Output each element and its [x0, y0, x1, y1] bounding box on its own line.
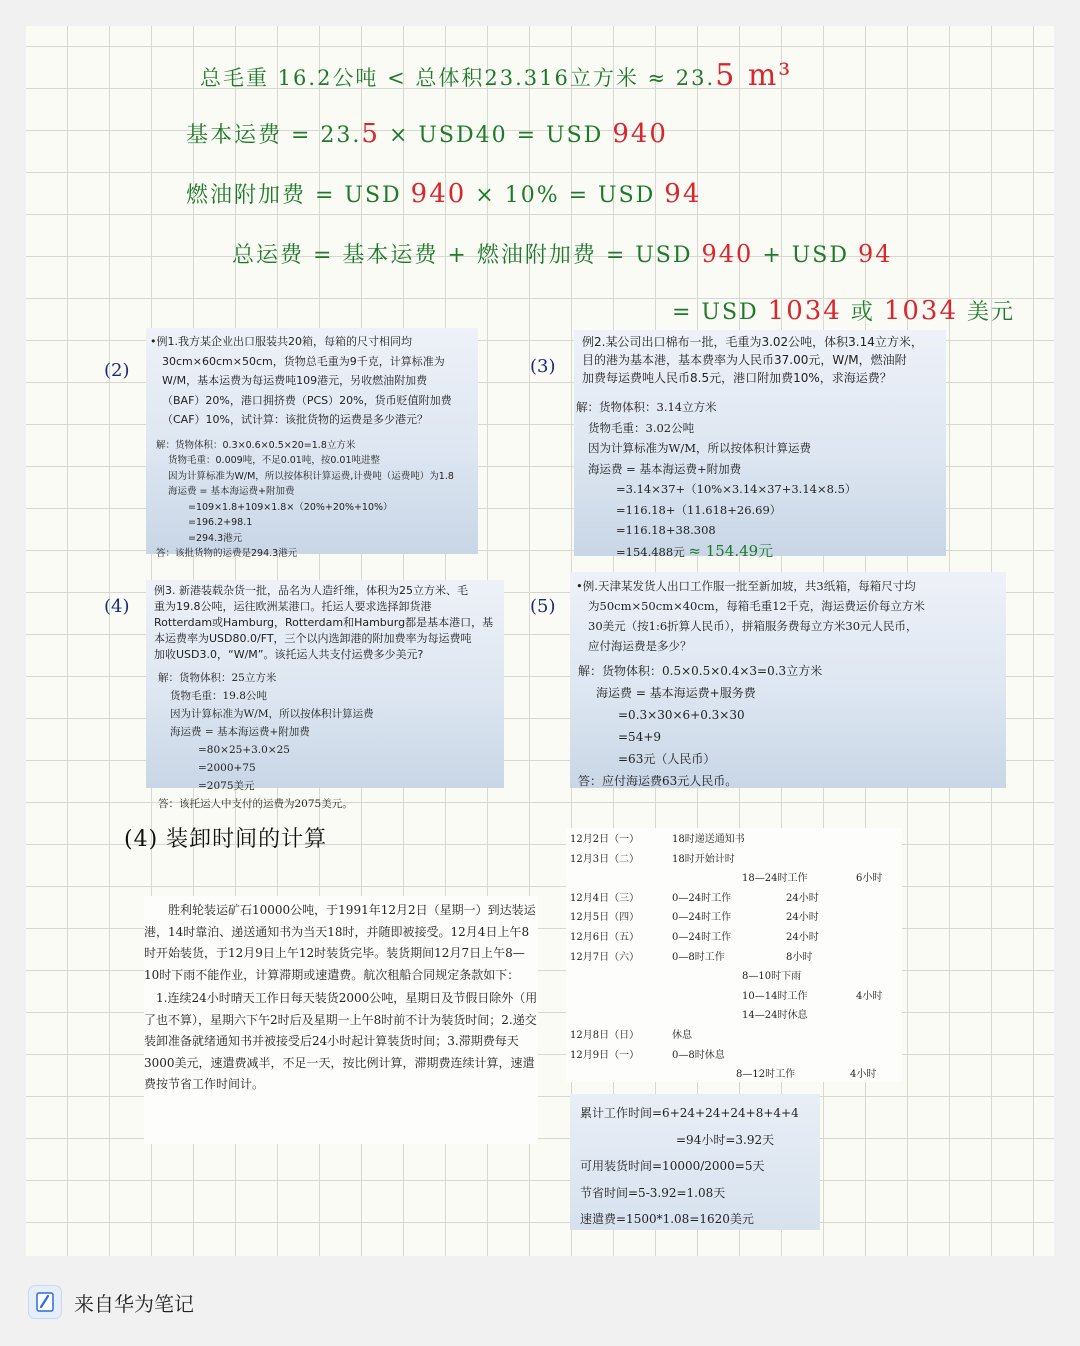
timeline-event: 10—14时工作 — [742, 990, 808, 1002]
summary-line: 速遣费=1500*1.08=1620美元 — [580, 1212, 754, 1226]
hw-text: 燃油附加费 = USD — [186, 183, 411, 208]
ex4-answer-line: =0.3×30×6+0.3×30 — [618, 708, 745, 722]
timeline-hours: 4小时 — [850, 1069, 877, 1081]
timeline-date: 12月7日（六） — [570, 951, 640, 963]
ex3-answer-line: 答：该托运人中支付的运费为2075美元。 — [158, 798, 353, 810]
ex1-answer-line: 海运费 = 基本海运费+附加费 — [168, 486, 295, 497]
timeline-date: 12月5日（四） — [570, 912, 640, 924]
ex1-answer-line: 货物毛重：0.009吨，不足0.01吨，按0.01吨进整 — [168, 455, 381, 466]
ex4-answer-line: =63元（人民币） — [618, 752, 716, 766]
timeline-hours: 8小时 — [786, 951, 813, 963]
timeline-row — [566, 987, 902, 1007]
timeline-event: 0—24时工作 — [672, 912, 732, 924]
ex3-answer-line: 货物毛重：19.8公吨 — [170, 690, 267, 702]
hw-text: 总毛重 16.2公吨 < 总体积23.316立方米 ≈ 23. — [200, 66, 716, 90]
footer-label: 来自华为笔记 — [74, 1291, 194, 1316]
ex3-question-line: 本运费率为USD80.0/FT，三个以内选卸港的附加费率为每运费吨 — [154, 632, 472, 645]
ex3-answer-line: =2075美元 — [198, 780, 255, 792]
hw-red-text: 1034 — [767, 296, 842, 326]
timeline-event: 休息 — [672, 1030, 692, 1041]
timeline-row — [566, 967, 902, 987]
ex4-answer-line: 解：货物体积：0.5×0.5×0.4×3=0.3立方米 — [578, 664, 823, 678]
timeline-row — [566, 850, 902, 870]
ex3-question-line: 加收USD3.0，“W/M”。该托运人共支付运费多少美元? — [154, 648, 424, 661]
timeline-date: 12月9日（一） — [570, 1049, 640, 1061]
item-label-3: (3) — [530, 356, 556, 377]
ex2-answer-line: 因为计算标准为W/M，所以按体积计算运费 — [588, 441, 811, 455]
ex1-question-line: W/M，基本运费为每运费吨109港元，另收燃油附加费 — [162, 374, 428, 387]
timeline-row — [566, 908, 902, 928]
ex3-question-line: Rotterdam或Hamburg，Rotterdam和Hamburg都是基本港口，基 — [154, 616, 494, 629]
timeline-row — [566, 928, 902, 948]
hw-text: = USD — [672, 300, 768, 325]
timeline-event: 0—8时休息 — [672, 1049, 725, 1061]
hw-red-text: 5 m³ — [715, 58, 793, 93]
ex1-answer-line: 因为计算标准为W/M，所以按体积计算运费,计费吨（运费吨）为1.8 — [168, 470, 454, 482]
ex1-answer-line: 解：货物体积：0.3×0.6×0.5×20=1.8立方米 — [156, 439, 356, 451]
timeline-date: 12月8日（日） — [570, 1030, 640, 1041]
ex4-question-line: 为50cm×50cm×40cm，每箱毛重12千克，海运费运价每立方米 — [588, 599, 925, 613]
handwritten-line-2 — [186, 118, 668, 149]
hw-red-text: 940 — [410, 179, 467, 209]
timeline-hours: 4小时 — [856, 990, 883, 1002]
hw-text: × 10% = USD — [466, 183, 665, 208]
example-3-card — [146, 580, 504, 810]
timeline-row — [566, 1065, 902, 1085]
ex2-result: =154.488元 — [616, 544, 685, 559]
summary-card — [570, 1094, 820, 1230]
ex1-answer-line: =196.2+98.1 — [188, 517, 253, 528]
hw-text: 基本运费 = 23. — [186, 123, 362, 148]
ex1-answer-line: =294.3港元 — [188, 532, 243, 544]
ex3-question-line: 例3. 新港装载杂货一批，品名为人造纤维，体积为25立方米、毛 — [154, 584, 468, 597]
laytime-paragraph-1: 胜利轮装运矿石10000公吨，于1991年12月2日（星期一）到达装运港，14时靠泊、递送通知书为当天18时，并随即被接受。12月4日上午8时开始装货，于12月9日上午12时装货完毕。装货期间12月7日上午8—10时下雨不能作业，计算滞期或速遣费。航次租船合同规定条款如下： — [144, 903, 536, 982]
laytime-paragraph-2: 1.连续24小时晴天工作日每天装货2000公吨，星期日及节假日除外（用了也不算），星期六下午2时后及星期一上午8时前不计为装货时间；2.递交装卸准备就绪通知书并被接受后24小时起计算装货时间；3.滞期费每天3000美元，速遣费减半，不足一天，按比例计算，滞期费连续计算，速遣费按节省工作时间计。 — [144, 991, 538, 1091]
ex2-answer-line: 海运费 = 基本海运费+附加费 — [588, 461, 742, 476]
timeline-row — [566, 1006, 902, 1026]
footer-source[interactable] — [28, 1284, 194, 1320]
timeline-row — [566, 889, 902, 909]
ex2-answer-line: 货物毛重：3.02公吨 — [588, 420, 695, 435]
item-label-2: (2) — [104, 360, 130, 381]
ex4-question-line: 30美元（按1:6折算人民币），拼箱服务费每立方米30元人民币， — [588, 619, 918, 633]
timeline-event: 0—8时工作 — [672, 951, 725, 963]
summary-line: 节省时间=5-3.92=1.08天 — [580, 1185, 726, 1200]
timeline-date: 12月3日（二） — [570, 853, 640, 865]
timeline-date: 12月6日（五） — [570, 932, 640, 943]
ex2-answer-line: =116.18+38.308 — [616, 523, 716, 537]
ex2-handwritten-result: ≈ 154.49元 — [688, 541, 774, 560]
timeline-hours: 6小时 — [856, 873, 883, 885]
item-label-4: (4) — [104, 596, 130, 617]
timeline-event: 0—24时工作 — [672, 892, 732, 904]
ex4-answer-line: =54+9 — [618, 730, 662, 744]
ex4-question-line: 应付海运费是多少？ — [588, 639, 692, 653]
timeline-event: 18时开始计时 — [672, 853, 735, 865]
ex4-question-line: •例.天津某发货人出口工作服一批至新加坡，共3纸箱，每箱尺寸均 — [576, 579, 916, 593]
item-label-5: (5) — [530, 596, 556, 617]
laytime-problem-text — [144, 896, 538, 1144]
example-4-card — [570, 572, 1006, 788]
ex3-answer-line: 海运费 = 基本海运费+附加费 — [170, 726, 310, 738]
hw-red-text: 94 — [664, 179, 702, 209]
timeline-hours: 24小时 — [786, 892, 819, 904]
timeline-date: 12月4日（三） — [570, 892, 640, 904]
ex1-question-line: •例1.我方某企业出口服装共20箱，每箱的尺寸相同均 — [150, 335, 412, 348]
section-heading: (4) 装卸时间的计算 — [124, 827, 328, 852]
ex1-answer-line: 答：该批货物的运费是294.3港元 — [156, 548, 298, 559]
ex4-answer-line: 答：应付海运费63元人民币。 — [578, 774, 738, 788]
timeline-event: 18时递送通知书 — [672, 834, 745, 845]
hw-text: + USD — [753, 243, 858, 268]
summary-line: 累计工作时间=6+24+24+24+8+4+4 — [580, 1106, 799, 1120]
ex1-question-line: （CAF）10%，试计算：该批货物的运费是多少港元？ — [162, 413, 428, 426]
timeline-date: 12月2日（一） — [570, 834, 640, 845]
pen-note-icon — [28, 1285, 62, 1319]
hw-text: × USD40 = USD — [379, 123, 613, 148]
example-2-card — [574, 330, 946, 560]
example-1-card — [146, 328, 478, 559]
hw-red-text: 1034 — [883, 296, 959, 326]
timeline-event: 8—12时工作 — [736, 1069, 796, 1081]
timeline-event: 8—10时下雨 — [742, 971, 802, 983]
timeline-hours: 24小时 — [786, 932, 819, 943]
timeline-event: 18—24时工作 — [742, 873, 808, 885]
ex2-answer-line: 解：货物体积：3.14立方米 — [576, 400, 717, 414]
timeline-row — [566, 1046, 902, 1066]
ex3-answer-line: =2000+75 — [198, 762, 256, 774]
hw-text: 总运费 = 基本运费 + 燃油附加费 = USD — [232, 243, 702, 268]
ex1-question-line: 30cm×60cm×50cm，货物总毛重为9千克，计算标准为 — [162, 354, 445, 368]
handwritten-line-5 — [672, 295, 1015, 326]
ex2-question-line: 加费每运费吨人民币8.5元，港口附加费10%，求海运费？ — [582, 371, 892, 385]
ex1-question-line: （BAF）20%，港口拥挤费（PCS）20%，货币贬值附加费 — [162, 393, 452, 407]
ex2-answer-line — [576, 541, 940, 563]
ex4-answer-line: 海运费 = 基本海运费+服务费 — [596, 686, 756, 700]
timeline-row — [566, 830, 902, 850]
ex3-question-line: 重为19.8公吨，运往欧洲某港口。托运人要求选择卸货港 — [154, 600, 432, 613]
timeline-event: 14—24时休息 — [742, 1010, 808, 1022]
hw-text: 美元 — [958, 300, 1016, 325]
summary-line: 可用装货时间=10000/2000=5天 — [580, 1159, 765, 1173]
hw-red-text: 940 — [612, 119, 668, 149]
handwritten-line-4 — [232, 238, 893, 269]
handwritten-line-3 — [186, 178, 701, 209]
summary-line: =94小时=3.92天 — [676, 1132, 775, 1147]
ex3-answer-line: =80×25+3.0×25 — [198, 744, 290, 756]
ex2-question-line: 例2.某公司出口棉布一批，毛重为3.02公吨，体积3.14立方米， — [582, 335, 923, 349]
hw-red-text: 940 — [701, 240, 754, 268]
timeline-event: 0—24时工作 — [672, 932, 732, 943]
timeline-row — [566, 948, 902, 968]
ex2-answer-line: =3.14×37+（10%×3.14×37+3.14×8.5） — [616, 482, 857, 496]
timeline-hours: 24小时 — [786, 912, 819, 924]
timeline-row — [566, 869, 902, 889]
ex1-answer-line: =109×1.8+109×1.8×（20%+20%+10%） — [188, 501, 393, 513]
timeline-row — [566, 1026, 902, 1046]
handwritten-line-1 — [200, 58, 792, 93]
ex2-answer-line: =116.18+（11.618+26.69） — [616, 502, 782, 517]
ex3-answer-line: 因为计算标准为W/M，所以按体积计算运费 — [170, 708, 374, 720]
hw-red-text: 5 — [361, 119, 380, 149]
hw-red-text: 94 — [858, 240, 893, 268]
ex3-answer-line: 解：货物体积：25立方米 — [158, 672, 277, 684]
hw-text: 或 — [841, 300, 884, 325]
laytime-timeline — [566, 828, 902, 1082]
ex2-question-line: 目的港为基本港，基本费率为人民币37.00元，W/M，燃油附 — [582, 353, 907, 367]
